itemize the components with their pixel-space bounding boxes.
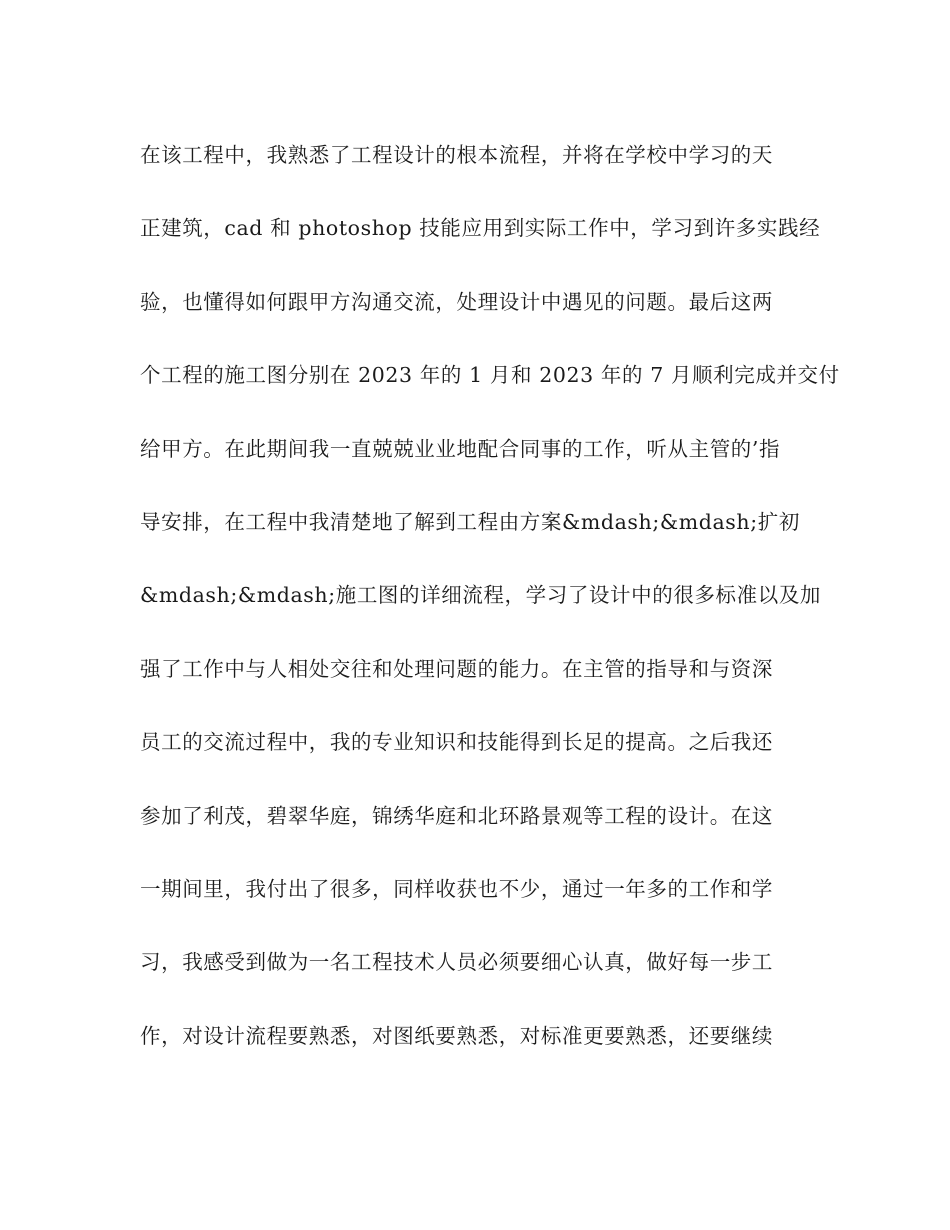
- text-line: 导安排，在工程中我清楚地了解到工程由方案&mdash;&mdash;扩初: [140, 509, 800, 534]
- text-line: 个工程的施工图分别在 2023 年的 1 月和 2023 年的 7 月顺利完成并交付: [140, 363, 840, 388]
- text-line: 作，对设计流程要熟悉，对图纸要熟悉，对标准更要熟悉，还要继续: [140, 1023, 773, 1048]
- text-line: 验，也懂得如何跟甲方沟通交流，处理设计中遇见的问题。最后这两: [140, 289, 773, 314]
- text-line: 在该工程中，我熟悉了工程设计的根本流程，并将在学校中学习的天: [140, 143, 773, 167]
- body-paragraph: [140, 133, 840, 1087]
- text-line: 给甲方。在此期间我一直兢兢业业地配合同事的工作，听从主管的’指: [140, 436, 781, 461]
- text-line: 习，我感受到做为一名工程技术人员必须要细心认真，做好每一步工: [140, 950, 773, 975]
- text-line: 一期间里，我付出了很多，同样收获也不少，通过一年多的工作和学: [140, 876, 773, 901]
- text-line: 员工的交流过程中，我的专业知识和技能得到长足的提高。之后我还: [140, 730, 773, 755]
- text-line: 正建筑，cad 和 photoshop 技能应用到实际工作中，学习到许多实践经: [140, 216, 821, 241]
- text-line: &mdash;&mdash;施工图的详细流程，学习了设计中的很多标准以及加: [140, 583, 822, 608]
- text-line: 强了工作中与人相处交往和处理问题的能力。在主管的指导和与资深: [140, 656, 773, 681]
- text-line: 参加了利茂，碧翠华庭，锦绣华庭和北环路景观等工程的设计。在这: [140, 803, 773, 828]
